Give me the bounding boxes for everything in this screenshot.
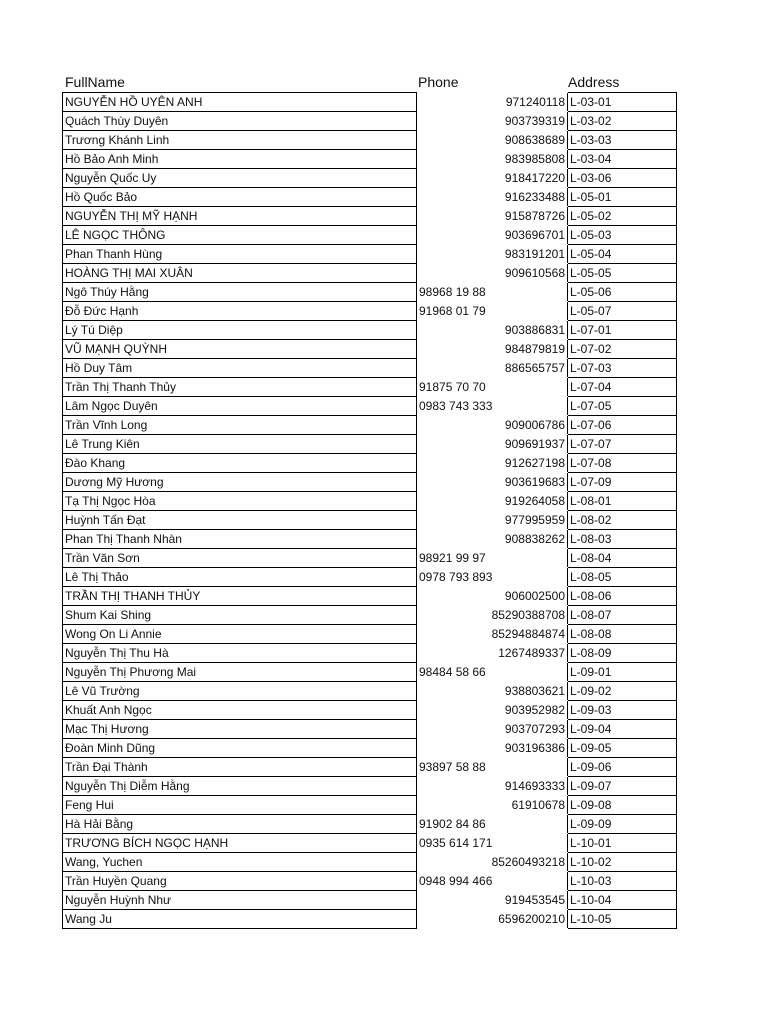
table-row	[63, 226, 677, 245]
fullname-cell: Huỳnh Tấn Đạt	[63, 511, 417, 530]
fullname-cell: Tạ Thị Ngọc Hòa	[63, 492, 417, 511]
table-row	[63, 245, 677, 264]
fullname-cell: Đỗ Đức Hạnh	[63, 302, 417, 321]
table-row	[63, 853, 677, 872]
phone-cell: 0983 743 333	[419, 399, 493, 413]
address-cell: L-10-02	[568, 853, 677, 872]
table-row	[63, 606, 677, 625]
phone-cell: 98484 58 66	[419, 665, 486, 679]
table-row	[63, 340, 677, 359]
phone-cell: 6596200210	[498, 912, 565, 926]
fullname-cell: Đào Khang	[63, 454, 417, 473]
fullname-cell: LÊ NGỌC THÔNG	[63, 226, 417, 245]
table-row	[63, 188, 677, 207]
phone-cell: 908838262	[504, 532, 565, 546]
fullname-cell: Ngô Thúy Hằng	[63, 283, 417, 302]
table-row	[63, 169, 677, 188]
table-row	[63, 207, 677, 226]
table-row	[63, 739, 677, 758]
phone-cell: 903739319	[504, 114, 565, 128]
table-row	[63, 625, 677, 644]
address-cell: L-07-01	[568, 321, 677, 340]
fullname-cell: Shum Kai Shing	[63, 606, 417, 625]
phone-cell: 886565757	[504, 361, 565, 375]
address-cell: L-09-09	[568, 815, 677, 834]
phone-cell: 903952982	[504, 703, 565, 717]
address-cell: L-10-04	[568, 891, 677, 910]
contact-table	[62, 92, 677, 929]
address-cell: L-08-02	[568, 511, 677, 530]
address-cell: L-05-06	[568, 283, 677, 302]
fullname-cell: Wong On Li Annie	[63, 625, 417, 644]
table-row	[63, 815, 677, 834]
fullname-cell: HOÀNG THỊ MAI XUÂN	[63, 264, 417, 283]
address-cell: L-07-06	[568, 416, 677, 435]
address-cell: L-10-05	[568, 910, 677, 929]
fullname-cell: Lâm Ngọc Duyên	[63, 397, 417, 416]
phone-cell: 984879819	[504, 342, 565, 356]
fullname-cell: NGUYỄN THỊ MỸ HẠNH	[63, 207, 417, 226]
table-row	[63, 834, 677, 853]
phone-cell: 91902 84 86	[419, 817, 486, 831]
phone-cell: 85290388708	[491, 608, 565, 622]
fullname-cell: Nguyễn Quốc Uy	[63, 169, 417, 188]
fullname-cell: TRẦN THỊ THANH THỦY	[63, 587, 417, 606]
header-address: Address	[568, 74, 620, 90]
phone-cell: 914693333	[504, 779, 565, 793]
fullname-cell: Nguyễn Thị Diễm Hằng	[63, 777, 417, 796]
table-row	[63, 568, 677, 587]
address-cell: L-08-06	[568, 587, 677, 606]
table-row	[63, 891, 677, 910]
address-cell: L-07-05	[568, 397, 677, 416]
address-cell: L-08-05	[568, 568, 677, 587]
phone-cell: 912627198	[504, 456, 565, 470]
phone-cell: 98921 99 97	[419, 551, 486, 565]
phone-cell: 918417220	[504, 171, 565, 185]
address-cell: L-05-07	[568, 302, 677, 321]
fullname-cell: Nguyễn Huỳnh Như	[63, 891, 417, 910]
fullname-cell: Lê Trung Kiên	[63, 435, 417, 454]
fullname-cell: Trương Khánh Linh	[63, 131, 417, 150]
phone-cell: 903707293	[504, 722, 565, 736]
table-row	[63, 435, 677, 454]
table-row	[63, 530, 677, 549]
fullname-cell: Lý Tú Diệp	[63, 321, 417, 340]
table-row	[63, 758, 677, 777]
phone-cell: 1267489337	[498, 646, 565, 660]
address-cell: L-03-06	[568, 169, 677, 188]
table-row	[63, 131, 677, 150]
phone-cell: 93897 58 88	[419, 760, 486, 774]
address-cell: L-09-05	[568, 739, 677, 758]
phone-cell: 919264058	[504, 494, 565, 508]
fullname-cell: Hồ Bảo Anh Minh	[63, 150, 417, 169]
table-row	[63, 321, 677, 340]
table-row	[63, 872, 677, 891]
fullname-cell: Hồ Duy Tâm	[63, 359, 417, 378]
address-cell: L-09-04	[568, 720, 677, 739]
table-row	[63, 492, 677, 511]
fullname-cell: Wang, Yuchen	[63, 853, 417, 872]
table-row	[63, 682, 677, 701]
fullname-cell: Đoàn Minh Dũng	[63, 739, 417, 758]
phone-cell: 85294884874	[491, 627, 565, 641]
phone-cell: 977995959	[504, 513, 565, 527]
phone-cell: 91968 01 79	[419, 304, 486, 318]
fullname-cell: Phan Thanh Hùng	[63, 245, 417, 264]
phone-cell: 0948 994 466	[419, 874, 493, 888]
phone-cell: 983985808	[504, 152, 565, 166]
fullname-cell: TRƯƠNG BÍCH NGỌC HẠNH	[63, 834, 417, 853]
phone-cell: 0978 793 893	[419, 570, 493, 584]
phone-cell: 903886831	[504, 323, 565, 337]
fullname-cell: VŨ MẠNH QUỲNH	[63, 340, 417, 359]
table-row	[63, 416, 677, 435]
table-row	[63, 283, 677, 302]
address-cell: L-07-02	[568, 340, 677, 359]
table-row	[63, 777, 677, 796]
address-cell: L-05-01	[568, 188, 677, 207]
table-row	[63, 549, 677, 568]
phone-cell: 903196386	[504, 741, 565, 755]
table-row	[63, 150, 677, 169]
address-cell: L-09-01	[568, 663, 677, 682]
fullname-cell: Trần Huyền Quang	[63, 872, 417, 891]
phone-cell: 909610568	[504, 266, 565, 280]
fullname-cell: Trần Vĩnh Long	[63, 416, 417, 435]
table-row	[63, 663, 677, 682]
table-row	[63, 511, 677, 530]
address-cell: L-10-03	[568, 872, 677, 891]
table-row	[63, 910, 677, 929]
table-row	[63, 644, 677, 663]
column-header-row	[62, 72, 676, 92]
phone-cell: 85260493218	[491, 855, 565, 869]
table-row	[63, 397, 677, 416]
fullname-cell: Hà Hải Bằng	[63, 815, 417, 834]
phone-cell: 906002500	[504, 589, 565, 603]
address-cell: L-08-08	[568, 625, 677, 644]
address-cell: L-08-01	[568, 492, 677, 511]
table-row	[63, 720, 677, 739]
address-cell: L-03-01	[568, 93, 677, 112]
address-cell: L-07-07	[568, 435, 677, 454]
address-cell: L-03-02	[568, 112, 677, 131]
phone-cell: 908638689	[504, 133, 565, 147]
fullname-cell: Phan Thị Thanh Nhàn	[63, 530, 417, 549]
fullname-cell: Nguyễn Thị Thu Hà	[63, 644, 417, 663]
phone-cell: 903696701	[504, 228, 565, 242]
phone-cell: 91875 70 70	[419, 380, 486, 394]
phone-cell: 938803621	[504, 684, 565, 698]
contact-table-body	[63, 93, 677, 929]
table-row	[63, 93, 677, 112]
address-cell: L-07-03	[568, 359, 677, 378]
table-row	[63, 378, 677, 397]
phone-cell: 98968 19 88	[419, 285, 486, 299]
table-row	[63, 359, 677, 378]
phone-cell: 971240118	[505, 95, 565, 109]
phone-cell: 909691937	[504, 437, 565, 451]
table-row	[63, 701, 677, 720]
table-row	[63, 473, 677, 492]
phone-cell: 915878726	[504, 209, 565, 223]
address-cell: L-07-04	[568, 378, 677, 397]
fullname-cell: Trần Văn Sơn	[63, 549, 417, 568]
address-cell: L-07-09	[568, 473, 677, 492]
fullname-cell: Trần Đại Thành	[63, 758, 417, 777]
address-cell: L-09-02	[568, 682, 677, 701]
fullname-cell: Wang Ju	[63, 910, 417, 929]
address-cell: L-09-07	[568, 777, 677, 796]
phone-cell: 61910678	[511, 798, 565, 812]
address-cell: L-05-05	[568, 264, 677, 283]
address-cell: L-05-03	[568, 226, 677, 245]
address-cell: L-09-08	[568, 796, 677, 815]
address-cell: L-09-03	[568, 701, 677, 720]
fullname-cell: Quách Thùy Duyên	[63, 112, 417, 131]
address-cell: L-03-03	[568, 131, 677, 150]
fullname-cell: Trần Thị Thanh Thủy	[63, 378, 417, 397]
phone-cell: 903619683	[504, 475, 565, 489]
fullname-cell: Lê Vũ Trường	[63, 682, 417, 701]
address-cell: L-09-06	[568, 758, 677, 777]
header-phone: Phone	[418, 74, 459, 90]
fullname-cell: NGUYỄN HỒ UYÊN ANH	[63, 93, 417, 112]
address-cell: L-08-09	[568, 644, 677, 663]
fullname-cell: Nguyễn Thị Phương Mai	[63, 663, 417, 682]
fullname-cell: Mạc Thị Hương	[63, 720, 417, 739]
address-cell: L-03-04	[568, 150, 677, 169]
address-cell: L-08-03	[568, 530, 677, 549]
table-row	[63, 454, 677, 473]
table-row	[63, 587, 677, 606]
phone-cell: 916233488	[504, 190, 565, 204]
fullname-cell: Lê Thị Thảo	[63, 568, 417, 587]
table-row	[63, 796, 677, 815]
phone-cell: 0935 614 171	[419, 836, 493, 850]
address-cell: L-08-04	[568, 549, 677, 568]
address-cell: L-10-01	[568, 834, 677, 853]
fullname-cell: Hồ Quốc Bảo	[63, 188, 417, 207]
address-cell: L-05-02	[568, 207, 677, 226]
phone-cell: 919453545	[504, 893, 565, 907]
address-cell: L-08-07	[568, 606, 677, 625]
header-fullname: FullName	[65, 74, 125, 90]
fullname-cell: Dương Mỹ Hương	[63, 473, 417, 492]
fullname-cell: Feng Hui	[63, 796, 417, 815]
address-cell: L-05-04	[568, 245, 677, 264]
phone-cell: 909006786	[504, 418, 565, 432]
address-cell: L-07-08	[568, 454, 677, 473]
table-row	[63, 112, 677, 131]
fullname-cell: Khuất Anh Ngọc	[63, 701, 417, 720]
phone-cell: 983191201	[504, 247, 565, 261]
table-row	[63, 302, 677, 321]
table-row	[63, 264, 677, 283]
